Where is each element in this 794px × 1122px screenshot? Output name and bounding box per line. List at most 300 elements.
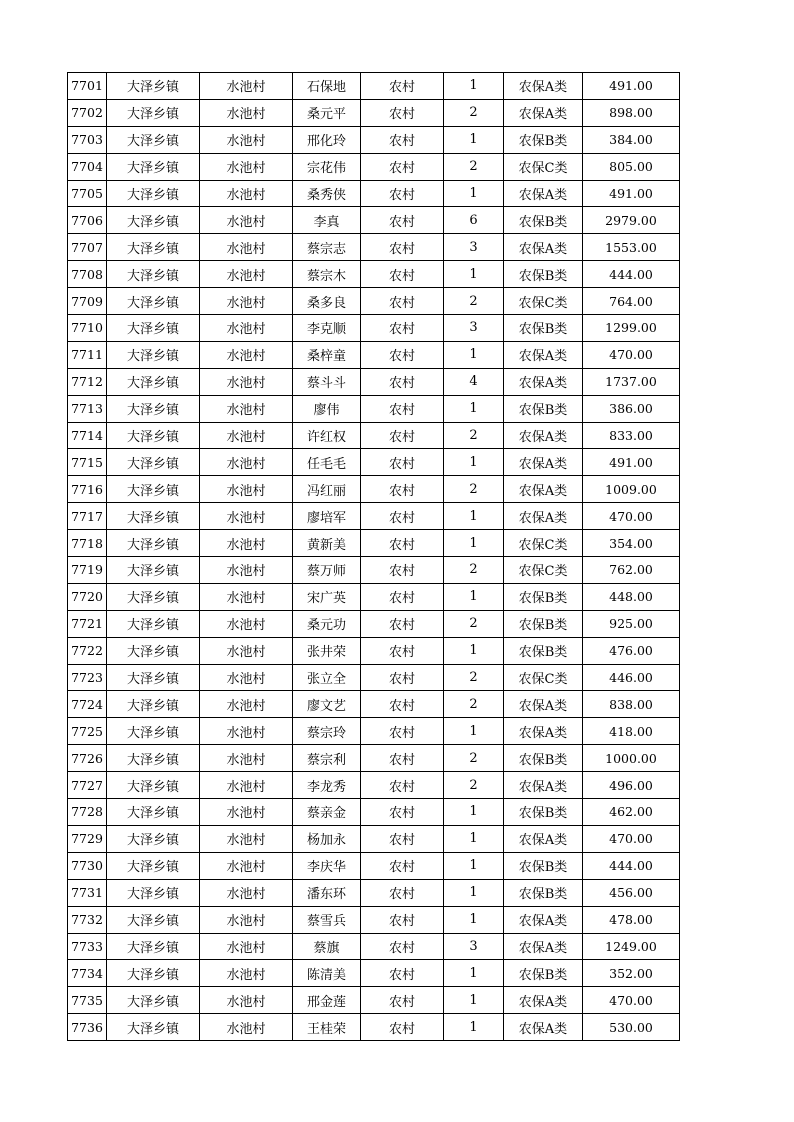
row-id-cell: 7710 (68, 315, 107, 342)
name-cell: 桑元平 (293, 99, 361, 126)
household-count-cell: 1 (444, 395, 504, 422)
village-cell: 水池村 (200, 207, 293, 234)
insurance-category-cell: 农保A类 (504, 449, 583, 476)
insurance-category-cell: 农保B类 (504, 126, 583, 153)
household-count-cell: 1 (444, 583, 504, 610)
town-cell: 大泽乡镇 (107, 73, 200, 100)
village-cell: 水池村 (200, 1014, 293, 1041)
name-cell: 廖伟 (293, 395, 361, 422)
table-row (68, 261, 680, 288)
row-id-cell: 7734 (68, 960, 107, 987)
village-cell: 水池村 (200, 852, 293, 879)
amount-cell: 478.00 (583, 906, 680, 933)
row-id-cell: 7708 (68, 261, 107, 288)
town-cell: 大泽乡镇 (107, 261, 200, 288)
town-cell: 大泽乡镇 (107, 906, 200, 933)
row-id-cell: 7732 (68, 906, 107, 933)
table-row (68, 368, 680, 395)
household-count-cell: 1 (444, 718, 504, 745)
area-type-cell: 农村 (361, 73, 444, 100)
village-cell: 水池村 (200, 825, 293, 852)
name-cell: 蔡斗斗 (293, 368, 361, 395)
household-count-cell: 1 (444, 503, 504, 530)
household-count-cell: 1 (444, 1014, 504, 1041)
name-cell: 蔡宗志 (293, 234, 361, 261)
town-cell: 大泽乡镇 (107, 557, 200, 584)
table-row (68, 126, 680, 153)
town-cell: 大泽乡镇 (107, 718, 200, 745)
household-count-cell: 2 (444, 288, 504, 315)
amount-cell: 476.00 (583, 637, 680, 664)
area-type-cell: 农村 (361, 879, 444, 906)
amount-cell: 762.00 (583, 557, 680, 584)
row-id-cell: 7722 (68, 637, 107, 664)
amount-cell: 491.00 (583, 73, 680, 100)
name-cell: 许红权 (293, 422, 361, 449)
amount-cell: 448.00 (583, 583, 680, 610)
town-cell: 大泽乡镇 (107, 691, 200, 718)
name-cell: 张井荣 (293, 637, 361, 664)
household-count-cell: 2 (444, 610, 504, 637)
town-cell: 大泽乡镇 (107, 341, 200, 368)
town-cell: 大泽乡镇 (107, 772, 200, 799)
household-count-cell: 1 (444, 126, 504, 153)
insurance-category-cell: 农保A类 (504, 503, 583, 530)
amount-cell: 462.00 (583, 799, 680, 826)
area-type-cell: 农村 (361, 933, 444, 960)
table-row (68, 530, 680, 557)
table-row (68, 422, 680, 449)
amount-cell: 384.00 (583, 126, 680, 153)
village-cell: 水池村 (200, 637, 293, 664)
name-cell: 桑秀侠 (293, 180, 361, 207)
name-cell: 宗花伟 (293, 153, 361, 180)
village-cell: 水池村 (200, 153, 293, 180)
village-cell: 水池村 (200, 691, 293, 718)
row-id-cell: 7715 (68, 449, 107, 476)
insurance-category-cell: 农保C类 (504, 530, 583, 557)
table-row (68, 745, 680, 772)
insurance-category-cell: 农保A类 (504, 341, 583, 368)
household-count-cell: 2 (444, 476, 504, 503)
table-row (68, 180, 680, 207)
table-row (68, 960, 680, 987)
area-type-cell: 农村 (361, 852, 444, 879)
area-type-cell: 农村 (361, 422, 444, 449)
town-cell: 大泽乡镇 (107, 933, 200, 960)
table-row (68, 987, 680, 1014)
town-cell: 大泽乡镇 (107, 153, 200, 180)
household-count-cell: 2 (444, 745, 504, 772)
area-type-cell: 农村 (361, 772, 444, 799)
household-count-cell: 2 (444, 153, 504, 180)
amount-cell: 446.00 (583, 664, 680, 691)
insurance-category-cell: 农保A类 (504, 772, 583, 799)
household-count-cell: 1 (444, 825, 504, 852)
area-type-cell: 农村 (361, 207, 444, 234)
name-cell: 桑梓童 (293, 341, 361, 368)
insurance-category-cell: 农保B类 (504, 395, 583, 422)
town-cell: 大泽乡镇 (107, 422, 200, 449)
village-cell: 水池村 (200, 557, 293, 584)
name-cell: 蔡旗 (293, 933, 361, 960)
table-row (68, 476, 680, 503)
name-cell: 王桂荣 (293, 1014, 361, 1041)
amount-cell: 1299.00 (583, 315, 680, 342)
row-id-cell: 7725 (68, 718, 107, 745)
table-row (68, 503, 680, 530)
town-cell: 大泽乡镇 (107, 583, 200, 610)
row-id-cell: 7712 (68, 368, 107, 395)
village-cell: 水池村 (200, 583, 293, 610)
table-row (68, 234, 680, 261)
insurance-category-cell: 农保B类 (504, 852, 583, 879)
table-row (68, 557, 680, 584)
row-id-cell: 7726 (68, 745, 107, 772)
table-row (68, 718, 680, 745)
row-id-cell: 7717 (68, 503, 107, 530)
row-id-cell: 7733 (68, 933, 107, 960)
table-row (68, 207, 680, 234)
amount-cell: 470.00 (583, 503, 680, 530)
roster-table (67, 72, 680, 1041)
area-type-cell: 农村 (361, 288, 444, 315)
amount-cell: 470.00 (583, 987, 680, 1014)
table-row (68, 1014, 680, 1041)
village-cell: 水池村 (200, 664, 293, 691)
table-row (68, 153, 680, 180)
table-row (68, 449, 680, 476)
amount-cell: 386.00 (583, 395, 680, 422)
insurance-category-cell: 农保C类 (504, 153, 583, 180)
insurance-category-cell: 农保A类 (504, 73, 583, 100)
row-id-cell: 7702 (68, 99, 107, 126)
name-cell: 陈清美 (293, 960, 361, 987)
amount-cell: 418.00 (583, 718, 680, 745)
area-type-cell: 农村 (361, 906, 444, 933)
row-id-cell: 7704 (68, 153, 107, 180)
village-cell: 水池村 (200, 718, 293, 745)
household-count-cell: 1 (444, 879, 504, 906)
table-row (68, 99, 680, 126)
area-type-cell: 农村 (361, 637, 444, 664)
household-count-cell: 1 (444, 261, 504, 288)
name-cell: 蔡宗玲 (293, 718, 361, 745)
village-cell: 水池村 (200, 987, 293, 1014)
name-cell: 廖文艺 (293, 691, 361, 718)
household-count-cell: 4 (444, 368, 504, 395)
name-cell: 邢化玲 (293, 126, 361, 153)
insurance-category-cell: 农保B类 (504, 745, 583, 772)
town-cell: 大泽乡镇 (107, 879, 200, 906)
area-type-cell: 农村 (361, 368, 444, 395)
area-type-cell: 农村 (361, 718, 444, 745)
village-cell: 水池村 (200, 530, 293, 557)
amount-cell: 1737.00 (583, 368, 680, 395)
village-cell: 水池村 (200, 610, 293, 637)
household-count-cell: 3 (444, 234, 504, 261)
insurance-category-cell: 农保B类 (504, 960, 583, 987)
town-cell: 大泽乡镇 (107, 852, 200, 879)
village-cell: 水池村 (200, 395, 293, 422)
village-cell: 水池村 (200, 315, 293, 342)
village-cell: 水池村 (200, 503, 293, 530)
name-cell: 冯红丽 (293, 476, 361, 503)
insurance-category-cell: 农保B类 (504, 879, 583, 906)
area-type-cell: 农村 (361, 234, 444, 261)
insurance-category-cell: 农保A类 (504, 718, 583, 745)
village-cell: 水池村 (200, 422, 293, 449)
amount-cell: 352.00 (583, 960, 680, 987)
amount-cell: 530.00 (583, 1014, 680, 1041)
insurance-category-cell: 农保B类 (504, 315, 583, 342)
name-cell: 石保地 (293, 73, 361, 100)
row-id-cell: 7721 (68, 610, 107, 637)
town-cell: 大泽乡镇 (107, 395, 200, 422)
table-row (68, 825, 680, 852)
table-row (68, 341, 680, 368)
household-count-cell: 1 (444, 73, 504, 100)
village-cell: 水池村 (200, 99, 293, 126)
village-cell: 水池村 (200, 906, 293, 933)
table-row (68, 73, 680, 100)
row-id-cell: 7724 (68, 691, 107, 718)
insurance-category-cell: 农保B类 (504, 261, 583, 288)
amount-cell: 470.00 (583, 825, 680, 852)
town-cell: 大泽乡镇 (107, 960, 200, 987)
insurance-category-cell: 农保A类 (504, 234, 583, 261)
insurance-category-cell: 农保A类 (504, 368, 583, 395)
town-cell: 大泽乡镇 (107, 610, 200, 637)
area-type-cell: 农村 (361, 960, 444, 987)
insurance-category-cell: 农保A类 (504, 476, 583, 503)
name-cell: 杨加永 (293, 825, 361, 852)
amount-cell: 444.00 (583, 852, 680, 879)
amount-cell: 925.00 (583, 610, 680, 637)
area-type-cell: 农村 (361, 99, 444, 126)
insurance-category-cell: 农保C类 (504, 288, 583, 315)
household-count-cell: 2 (444, 664, 504, 691)
town-cell: 大泽乡镇 (107, 180, 200, 207)
table-row (68, 315, 680, 342)
name-cell: 李庆华 (293, 852, 361, 879)
row-id-cell: 7705 (68, 180, 107, 207)
village-cell: 水池村 (200, 772, 293, 799)
village-cell: 水池村 (200, 180, 293, 207)
row-id-cell: 7718 (68, 530, 107, 557)
area-type-cell: 农村 (361, 799, 444, 826)
town-cell: 大泽乡镇 (107, 288, 200, 315)
row-id-cell: 7720 (68, 583, 107, 610)
insurance-category-cell: 农保C类 (504, 557, 583, 584)
area-type-cell: 农村 (361, 503, 444, 530)
amount-cell: 491.00 (583, 180, 680, 207)
insurance-category-cell: 农保A类 (504, 422, 583, 449)
insurance-category-cell: 农保C类 (504, 664, 583, 691)
row-id-cell: 7729 (68, 825, 107, 852)
village-cell: 水池村 (200, 879, 293, 906)
area-type-cell: 农村 (361, 745, 444, 772)
household-count-cell: 1 (444, 799, 504, 826)
village-cell: 水池村 (200, 73, 293, 100)
amount-cell: 805.00 (583, 153, 680, 180)
table-row (68, 879, 680, 906)
row-id-cell: 7719 (68, 557, 107, 584)
amount-cell: 833.00 (583, 422, 680, 449)
insurance-category-cell: 农保A类 (504, 1014, 583, 1041)
village-cell: 水池村 (200, 449, 293, 476)
village-cell: 水池村 (200, 126, 293, 153)
insurance-category-cell: 农保B类 (504, 207, 583, 234)
table-row (68, 610, 680, 637)
area-type-cell: 农村 (361, 449, 444, 476)
household-count-cell: 1 (444, 637, 504, 664)
table-row (68, 288, 680, 315)
town-cell: 大泽乡镇 (107, 1014, 200, 1041)
area-type-cell: 农村 (361, 261, 444, 288)
household-count-cell: 1 (444, 530, 504, 557)
amount-cell: 354.00 (583, 530, 680, 557)
insurance-category-cell: 农保B类 (504, 583, 583, 610)
household-count-cell: 1 (444, 987, 504, 1014)
town-cell: 大泽乡镇 (107, 368, 200, 395)
area-type-cell: 农村 (361, 825, 444, 852)
household-count-cell: 2 (444, 557, 504, 584)
town-cell: 大泽乡镇 (107, 207, 200, 234)
name-cell: 桑元功 (293, 610, 361, 637)
insurance-category-cell: 农保A类 (504, 825, 583, 852)
row-id-cell: 7701 (68, 73, 107, 100)
area-type-cell: 农村 (361, 153, 444, 180)
town-cell: 大泽乡镇 (107, 745, 200, 772)
amount-cell: 764.00 (583, 288, 680, 315)
household-count-cell: 1 (444, 449, 504, 476)
name-cell: 宋广英 (293, 583, 361, 610)
area-type-cell: 农村 (361, 126, 444, 153)
amount-cell: 470.00 (583, 341, 680, 368)
amount-cell: 1553.00 (583, 234, 680, 261)
town-cell: 大泽乡镇 (107, 449, 200, 476)
row-id-cell: 7703 (68, 126, 107, 153)
name-cell: 蔡宗木 (293, 261, 361, 288)
household-count-cell: 6 (444, 207, 504, 234)
table-row (68, 691, 680, 718)
area-type-cell: 农村 (361, 341, 444, 368)
name-cell: 李克顺 (293, 315, 361, 342)
name-cell: 李真 (293, 207, 361, 234)
amount-cell: 496.00 (583, 772, 680, 799)
amount-cell: 2979.00 (583, 207, 680, 234)
village-cell: 水池村 (200, 933, 293, 960)
name-cell: 李龙秀 (293, 772, 361, 799)
table-row (68, 664, 680, 691)
household-count-cell: 1 (444, 906, 504, 933)
name-cell: 黄新美 (293, 530, 361, 557)
roster-body (68, 73, 680, 1041)
row-id-cell: 7714 (68, 422, 107, 449)
row-id-cell: 7716 (68, 476, 107, 503)
row-id-cell: 7730 (68, 852, 107, 879)
name-cell: 潘东环 (293, 879, 361, 906)
row-id-cell: 7709 (68, 288, 107, 315)
area-type-cell: 农村 (361, 180, 444, 207)
amount-cell: 1009.00 (583, 476, 680, 503)
name-cell: 廖培军 (293, 503, 361, 530)
village-cell: 水池村 (200, 960, 293, 987)
household-count-cell: 2 (444, 422, 504, 449)
household-count-cell: 2 (444, 691, 504, 718)
town-cell: 大泽乡镇 (107, 530, 200, 557)
row-id-cell: 7713 (68, 395, 107, 422)
town-cell: 大泽乡镇 (107, 476, 200, 503)
town-cell: 大泽乡镇 (107, 234, 200, 261)
amount-cell: 444.00 (583, 261, 680, 288)
household-count-cell: 1 (444, 960, 504, 987)
insurance-category-cell: 农保B类 (504, 610, 583, 637)
table-row (68, 906, 680, 933)
insurance-category-cell: 农保A类 (504, 933, 583, 960)
amount-cell: 898.00 (583, 99, 680, 126)
insurance-category-cell: 农保A类 (504, 906, 583, 933)
household-count-cell: 1 (444, 341, 504, 368)
household-count-cell: 3 (444, 315, 504, 342)
table-row (68, 852, 680, 879)
town-cell: 大泽乡镇 (107, 664, 200, 691)
row-id-cell: 7735 (68, 987, 107, 1014)
area-type-cell: 农村 (361, 476, 444, 503)
town-cell: 大泽乡镇 (107, 126, 200, 153)
household-count-cell: 1 (444, 852, 504, 879)
amount-cell: 838.00 (583, 691, 680, 718)
household-count-cell: 2 (444, 772, 504, 799)
town-cell: 大泽乡镇 (107, 503, 200, 530)
area-type-cell: 农村 (361, 691, 444, 718)
name-cell: 张立全 (293, 664, 361, 691)
row-id-cell: 7736 (68, 1014, 107, 1041)
village-cell: 水池村 (200, 341, 293, 368)
insurance-category-cell: 农保A类 (504, 987, 583, 1014)
area-type-cell: 农村 (361, 395, 444, 422)
name-cell: 蔡宗利 (293, 745, 361, 772)
insurance-category-cell: 农保B类 (504, 637, 583, 664)
village-cell: 水池村 (200, 288, 293, 315)
name-cell: 任毛毛 (293, 449, 361, 476)
village-cell: 水池村 (200, 476, 293, 503)
row-id-cell: 7728 (68, 799, 107, 826)
town-cell: 大泽乡镇 (107, 637, 200, 664)
table-row (68, 772, 680, 799)
name-cell: 邢金莲 (293, 987, 361, 1014)
table-row (68, 637, 680, 664)
table-row (68, 933, 680, 960)
area-type-cell: 农村 (361, 610, 444, 637)
insurance-category-cell: 农保A类 (504, 99, 583, 126)
household-count-cell: 3 (444, 933, 504, 960)
village-cell: 水池村 (200, 261, 293, 288)
insurance-category-cell: 农保A类 (504, 691, 583, 718)
town-cell: 大泽乡镇 (107, 987, 200, 1014)
row-id-cell: 7723 (68, 664, 107, 691)
insurance-category-cell: 农保B类 (504, 799, 583, 826)
area-type-cell: 农村 (361, 315, 444, 342)
amount-cell: 1249.00 (583, 933, 680, 960)
town-cell: 大泽乡镇 (107, 99, 200, 126)
town-cell: 大泽乡镇 (107, 799, 200, 826)
area-type-cell: 农村 (361, 1014, 444, 1041)
household-count-cell: 2 (444, 99, 504, 126)
table-row (68, 583, 680, 610)
name-cell: 蔡雪兵 (293, 906, 361, 933)
